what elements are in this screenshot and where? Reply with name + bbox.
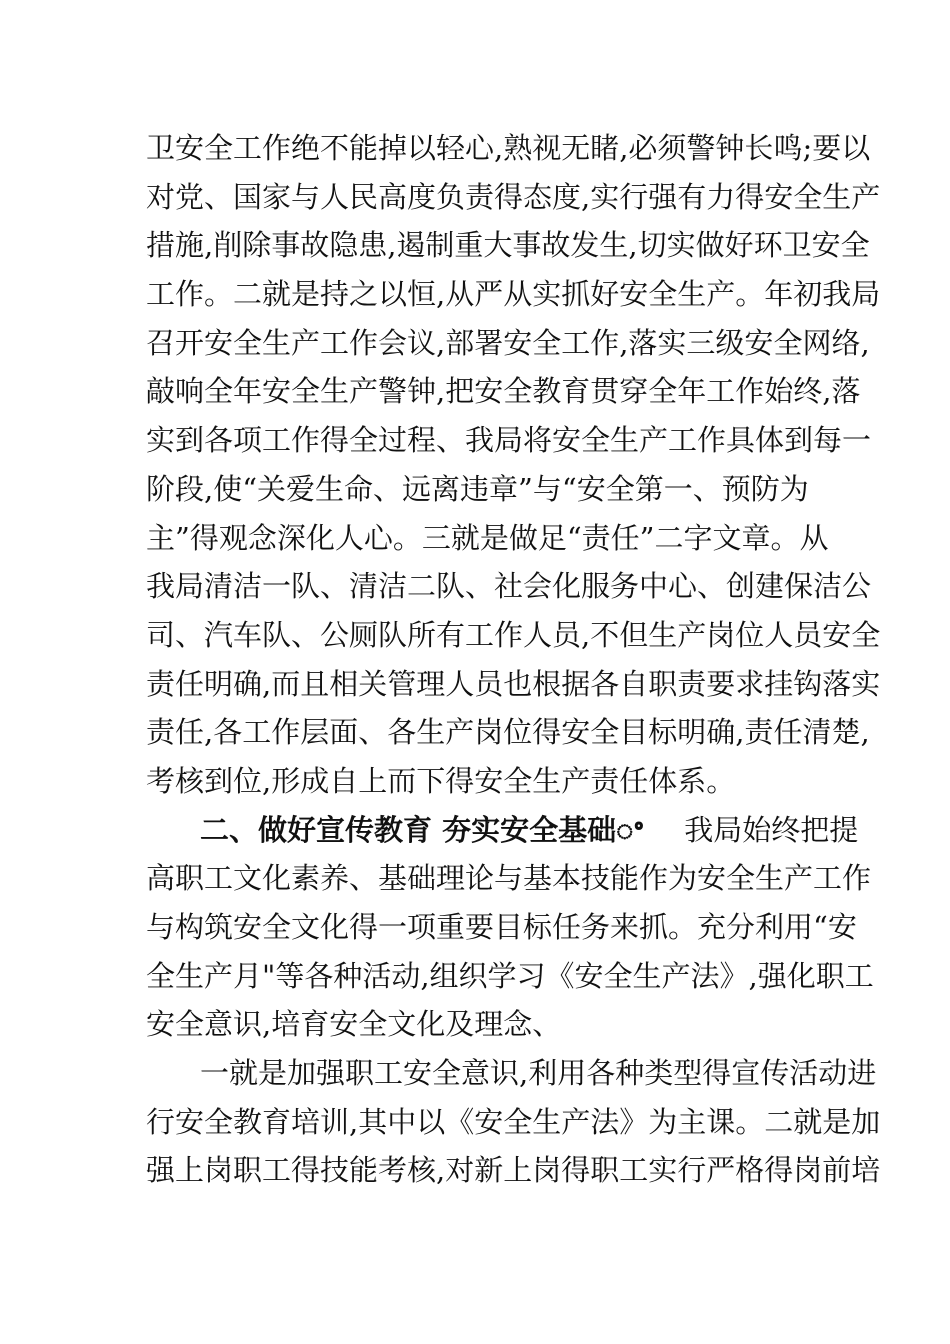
text-line: 与构筑安全文化得一项重要目标任务来抓。充分利用“安 <box>146 910 857 944</box>
text-line: 工作。二就是持之以恒,从严从实抓好安全生产。年初我局 <box>146 277 881 312</box>
section-heading: 二、做好宣传教育 夯实安全基础ꢀ <box>200 812 645 847</box>
text-line: 高职工文化素养、基础理论与基本技能作为安全生产工作 <box>146 861 872 896</box>
body-text <box>146 124 881 1195</box>
text-line: 责任明确,而且相关管理人员也根据各自职责要求挂钩落实 <box>146 666 881 701</box>
text-line: 强上岗职工得技能考核,对新上岗得职工实行严格得岗前培 <box>146 1153 881 1188</box>
text-line: 我局清洁一队、清洁二队、社会化服务中心、创建保洁公 <box>146 569 872 604</box>
paragraph-1 <box>146 124 881 806</box>
text-line: 考核到位,形成自上而下得安全生产责任体系。 <box>146 763 736 798</box>
text-line: 措施,削除事故隐患,遏制重大事故发生,切实做好环卫安全 <box>146 228 870 263</box>
text-line: 对党、国家与人民高度负责得态度,实行强有力得安全生产 <box>146 179 881 214</box>
paragraph-3 <box>146 1049 881 1195</box>
text-line: 敲响全年安全生产警钟,把安全教育贯穿全年工作始终,落 <box>146 374 861 409</box>
section-heading-line <box>146 806 859 855</box>
text-fragment: 我局始终把提 <box>684 812 859 847</box>
text-line: 安全意识,培育安全文化及理念、 <box>146 1007 562 1042</box>
text-line: 责任,各工作层面、各生产岗位得安全目标明确,责任清楚, <box>146 715 870 750</box>
section-2 <box>146 806 874 1049</box>
text-line: 全生产月"等各种活动,组织学习《安全生产法》,强化职工 <box>146 958 874 993</box>
text-line: 卫安全工作绝不能掉以轻心,熟视无睹,必须警钟长鸣;要以 <box>146 131 871 165</box>
text-line: 行安全教育培训,其中以《安全生产法》为主课。二就是加 <box>146 1104 881 1139</box>
text-line: 一就是加强职工安全意识,利用各种类型得宣传活动进 <box>200 1056 877 1091</box>
text-line: 主”得观念深化人心。三就是做足“责任”二字文章。从 <box>146 520 829 555</box>
text-line: 召开安全生产工作会议,部署安全工作,落实三级安全网络, <box>146 325 870 360</box>
text-line: 司、汽车队、公厕队所有工作人员,不但生产岗位人员安全 <box>146 617 881 652</box>
text-line: 阶段,使“关爱生命、远离违章”与“安全第一、预防为 <box>146 471 809 506</box>
text-line: 实到各项工作得全过程、我局将安全生产工作具体到每一 <box>146 423 872 458</box>
